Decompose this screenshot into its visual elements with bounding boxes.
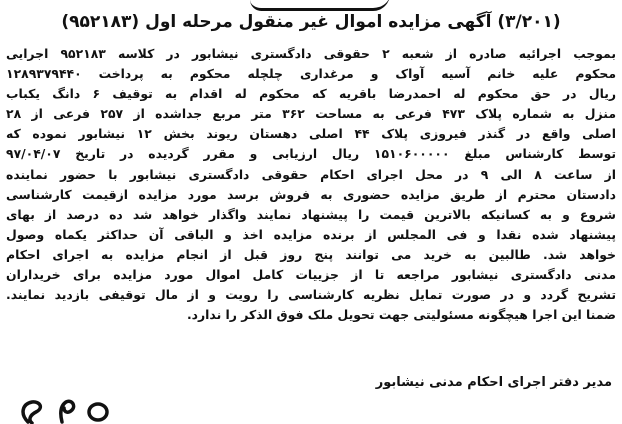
handwritten-stroke <box>250 0 390 11</box>
signature-line: مدیر دفتر اجرای احکام مدنی نیشابور <box>375 375 612 390</box>
body-line: محکوم علیه خانم آسیه آواک و مرغداری چلچله محکوم به پرداخت ۱۲۸۹۳۷۹۴۴۰ <box>6 66 616 82</box>
body-line: شروع و به کسانیکه بالاترین قیمت را پیشنهاد نمایند واگذار خواهد شد ده درصد از بهای <box>6 206 616 222</box>
notice-body <box>6 44 616 325</box>
body-line: از ساعت ۸ الی ۹ در محل اجرای احکام حقوقی دادگستری نیشابور با حضور نماینده <box>6 166 616 182</box>
body-line: دادستان محترم از طریق مزایده حضوری به فروش برسد مورد مزایده ازقیمت کارشناسی <box>6 186 616 202</box>
body-line: خواهد شد. طالبین به خرید می توانند پنج روز قبل از انجام مزایده به اجرای احکام <box>6 246 616 262</box>
body-line: اصلی واقع در گنذر فیروزی پلاک ۴۴ اصلی دهستان ریوند بخش ۱۲ نیشابور نموده که <box>6 126 616 142</box>
body-line: بموجب اجرائیه صادره از شعبه ۲ حقوقی دادگستری نیشابور در کلاسه ۹۵۲۱۸۳ اجرایی <box>6 46 616 61</box>
notice-title: (۳/۲۰۱) آگهی مزایده اموال غیر منقول مرحله اول (۹۵۲۱۸۳) <box>61 12 561 32</box>
body-line: منزل به شماره پلاک ۴۷۳ فرعی به مساحت ۳۶۲ متر مربع جداشده از ۲۵۷ فرعی از ۲۸ <box>6 106 616 122</box>
body-line: تشریح گردد و در صورت تمایل نظریه کارشناسی را رویت و از مال توقیفی بازدید نمایند. <box>6 287 616 303</box>
body-line: مدنی دادگستری نیشابور مراجعه تا از جزییات کامل اموال مورد مزایده برای خریداران <box>6 267 616 283</box>
body-line: ضمنا این اجرا هیچگونه مسئولیتی جهت تحویل ملک فوق الذکر را ندارد. <box>186 307 616 323</box>
body-line: توسط کارشناس مبلغ ۱۵۱۰۶۰۰۰۰۰ ریال ارزیابی و مقرر گردیده در تاریخ ۹۷/۰۴/۰۷ <box>6 146 616 162</box>
handwritten-number <box>10 392 120 424</box>
body-line: پیشنهاد شده نقدا و فی المجلس از برنده مزایده اخذ و الباقی آن حداکثر یکماه وصول <box>6 226 616 242</box>
body-line: ریال در حق محکوم له احمدرضا باقریه که محکوم له اقدام به توقیف ۶ دانگ یکباب <box>6 86 616 102</box>
